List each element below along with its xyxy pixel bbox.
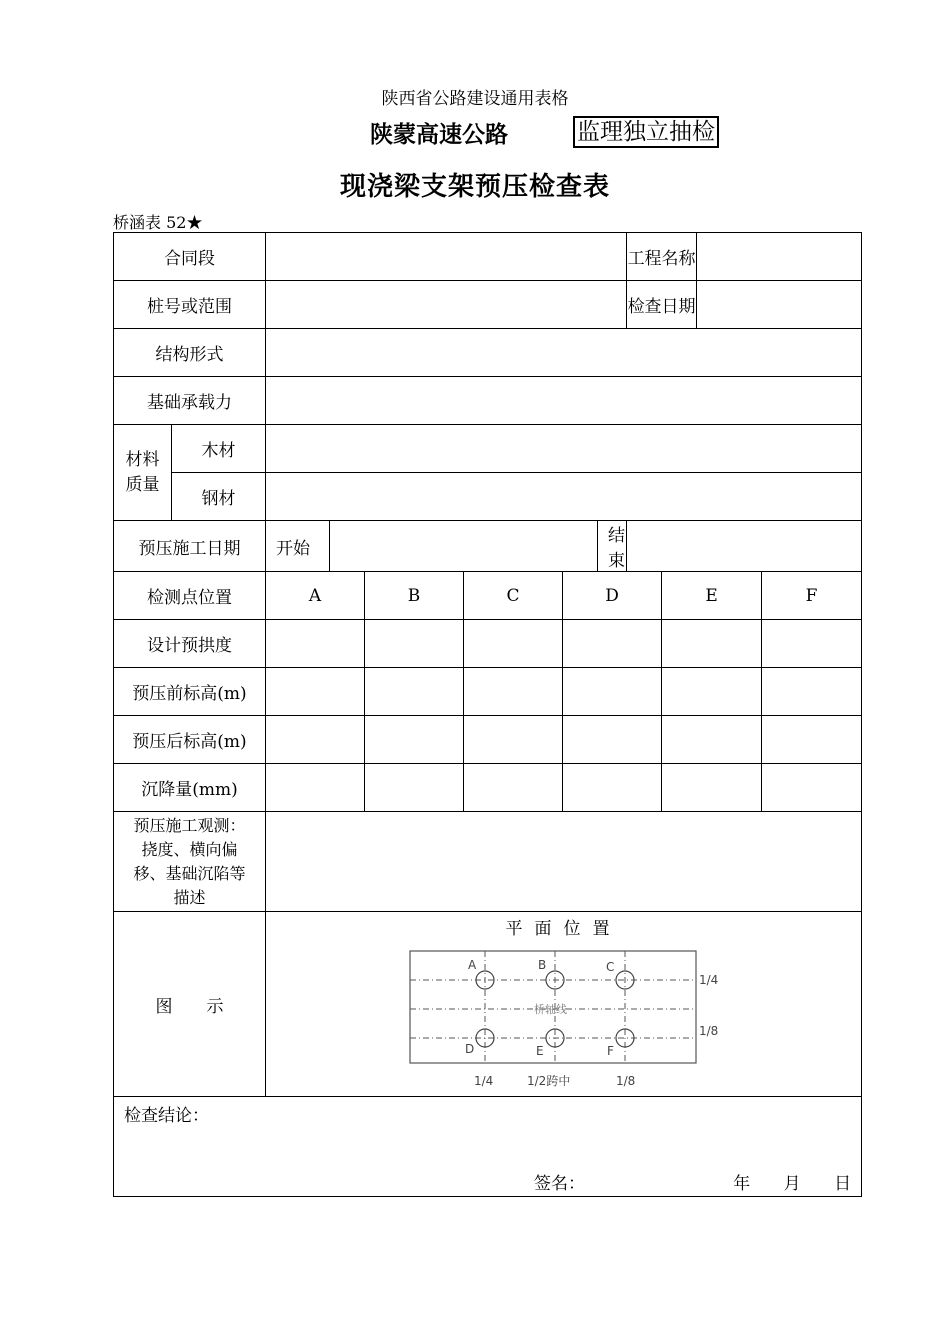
- row-station: [114, 281, 862, 329]
- row-foundation: [114, 377, 862, 425]
- measure-cell[interactable]: [662, 620, 762, 668]
- right-label: 1/8: [699, 1024, 719, 1038]
- point-header: F: [762, 572, 862, 620]
- row-conclusion: [114, 1097, 862, 1197]
- measure-cell[interactable]: [365, 620, 464, 668]
- foundation-capacity-label: 基础承载力: [114, 377, 266, 425]
- measure-cell[interactable]: [266, 764, 365, 812]
- timber-label: 木材: [172, 425, 266, 473]
- observation-line: 移、基础沉陷等: [133, 863, 246, 883]
- diagram-cell: [266, 912, 862, 1097]
- project-name: 陕蒙高速公路: [370, 122, 508, 148]
- station-range-label: 桩号或范围: [114, 281, 266, 329]
- measure-row-label: 预压前标高(m): [114, 668, 266, 716]
- row-design-camber: [114, 620, 862, 668]
- diagram-title: 平面位置: [505, 919, 622, 939]
- project-name-input[interactable]: [697, 233, 862, 281]
- measure-cell[interactable]: [762, 668, 862, 716]
- structure-type-input[interactable]: [266, 329, 862, 377]
- point-header: D: [563, 572, 662, 620]
- observation-line: 预压施工观测：: [133, 815, 246, 835]
- measure-cell[interactable]: [266, 716, 365, 764]
- measure-cell[interactable]: [365, 716, 464, 764]
- structure-type-label: 结构形式: [114, 329, 266, 377]
- contract-section-label: 合同段: [114, 233, 266, 281]
- measure-cell[interactable]: [365, 668, 464, 716]
- row-structure: [114, 329, 862, 377]
- measure-cell[interactable]: [762, 716, 862, 764]
- measure-row-label: 设计预拱度: [114, 620, 266, 668]
- point-label: E: [536, 1044, 544, 1058]
- conclusion-label: 检查结论：: [124, 1106, 209, 1126]
- inspection-date-input[interactable]: [697, 281, 862, 329]
- steel-label: 钢材: [172, 473, 266, 521]
- date-label: [705, 1169, 851, 1194]
- inspection-form-table: [113, 232, 862, 1197]
- measure-cell[interactable]: [662, 716, 762, 764]
- point-label: B: [538, 958, 547, 972]
- point-header: C: [464, 572, 563, 620]
- bottom-label: 1/8: [616, 1074, 636, 1088]
- measure-cell[interactable]: [464, 716, 563, 764]
- row-observation: [114, 812, 862, 912]
- point-header: A: [266, 572, 365, 620]
- row-settlement: [114, 764, 862, 812]
- month-label: 月: [783, 1174, 801, 1194]
- inspection-date-label: 检查日期: [627, 281, 697, 329]
- row-preload-date: [114, 521, 862, 572]
- measure-cell[interactable]: [266, 668, 365, 716]
- supervision-badge: 监理独立抽检: [573, 116, 719, 148]
- point-label: F: [607, 1044, 614, 1058]
- day-label: 日: [834, 1174, 852, 1194]
- signature-label: 签名：: [534, 1174, 585, 1194]
- measure-row-label: 预压后标高(m): [114, 716, 266, 764]
- form-number: 桥涵表 52★: [113, 213, 203, 232]
- foundation-capacity-input[interactable]: [266, 377, 862, 425]
- project-name-label: 工程名称: [627, 233, 697, 281]
- observation-line: 挠度、横向偏: [141, 839, 238, 859]
- material-quality-label: 材料 质量: [114, 425, 172, 521]
- measure-cell[interactable]: [563, 620, 662, 668]
- form-set-title: 陕西省公路建设通用表格: [381, 89, 569, 109]
- bottom-label: 1/4: [474, 1074, 494, 1088]
- measure-cell[interactable]: [365, 764, 464, 812]
- measure-cell[interactable]: [563, 716, 662, 764]
- measure-cell[interactable]: [662, 764, 762, 812]
- end-date-input[interactable]: [627, 521, 862, 572]
- row-steel: [114, 473, 862, 521]
- measure-cell[interactable]: [762, 764, 862, 812]
- start-date-input[interactable]: [330, 521, 598, 572]
- measure-cell[interactable]: [563, 668, 662, 716]
- point-label: A: [468, 958, 477, 972]
- bottom-label: 1/2跨中: [527, 1074, 571, 1088]
- contract-section-input[interactable]: [266, 233, 627, 281]
- observation-label: [114, 812, 266, 912]
- page-title: 现浇梁支架预压检查表: [339, 172, 610, 202]
- row-points: [114, 572, 862, 620]
- row-contract: [114, 233, 862, 281]
- timber-input[interactable]: [266, 425, 862, 473]
- measure-cell[interactable]: [464, 620, 563, 668]
- station-range-input[interactable]: [266, 281, 627, 329]
- bridge-axis-label: 桥轴线: [534, 1003, 567, 1016]
- measure-cell[interactable]: [762, 620, 862, 668]
- observation-line: 描述: [173, 887, 206, 907]
- point-label: D: [465, 1042, 475, 1056]
- year-label: 年: [733, 1174, 751, 1194]
- row-elev-after: [114, 716, 862, 764]
- measure-cell[interactable]: [464, 764, 563, 812]
- point-label: C: [606, 960, 615, 974]
- point-header: B: [365, 572, 464, 620]
- preload-date-label: 预压施工日期: [114, 521, 266, 572]
- conclusion-cell[interactable]: [114, 1097, 862, 1197]
- row-timber: [114, 425, 862, 473]
- plan-position-diagram: [266, 939, 861, 1094]
- measure-cell[interactable]: [563, 764, 662, 812]
- steel-input[interactable]: [266, 473, 862, 521]
- point-position-label: 检测点位置: [114, 572, 266, 620]
- point-header: E: [662, 572, 762, 620]
- measure-row-label: 沉降量(mm): [114, 764, 266, 812]
- diagram-label: 图 示: [114, 912, 266, 1097]
- measure-cell[interactable]: [464, 668, 563, 716]
- row-elev-before: [114, 668, 862, 716]
- row-diagram: [114, 912, 862, 1097]
- measure-cell[interactable]: [266, 620, 365, 668]
- measure-cell[interactable]: [662, 668, 762, 716]
- end-label: 结束: [598, 521, 627, 572]
- start-label: 开始: [266, 521, 330, 572]
- right-label: 1/4: [699, 973, 719, 987]
- observation-input[interactable]: [266, 812, 862, 912]
